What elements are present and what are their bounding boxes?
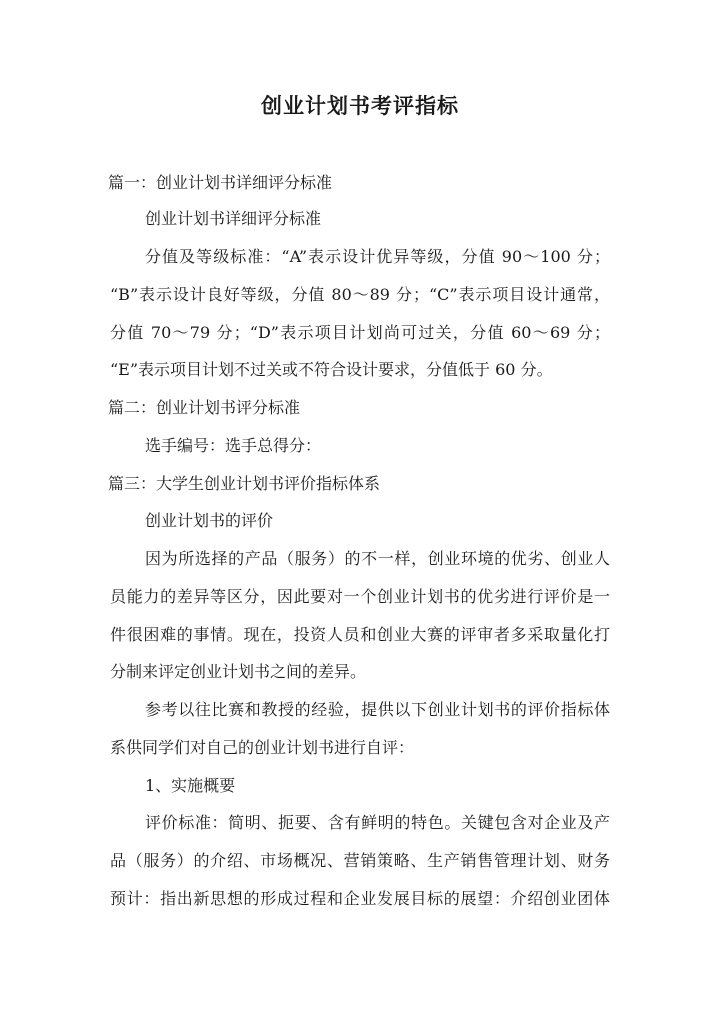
text-line: 因为所选择的产品（服务）的不一样，创业环境的优劣、创业人: [145, 549, 610, 568]
text-line: “E”表示项目计划不过关或不符合设计要求，分值低于 60 分。: [110, 360, 553, 379]
text-line: 品（服务）的介绍、市场概况、营销策略、生产销售管理计划、财务: [110, 851, 610, 870]
section-heading-2: [0, 398, 720, 418]
text-line: 篇三：大学生创业计划书评价指标体系: [108, 474, 381, 493]
text-line: 系供同学们对自己的创业计划书进行自评：: [110, 738, 415, 757]
text-line: 分值及等级标准：“A”表示设计优异等级，分值 90～100 分；: [145, 247, 610, 266]
paragraph-line: [0, 625, 720, 645]
text-line: 篇二：创业计划书评分标准: [108, 398, 301, 417]
list-heading: [0, 776, 720, 796]
paragraph-line: [0, 700, 720, 720]
section-heading-3: [0, 474, 720, 494]
text-line: 员能力的差异等区分，因此要对一个创业计划书的优劣进行评价是一: [110, 587, 610, 606]
text-line: 分值 70～79 分；“D”表示项目计划尚可过关，分值 60～69 分；: [110, 323, 610, 342]
paragraph-line: [0, 247, 720, 267]
paragraph-line: [0, 549, 720, 569]
text-line: 件很困难的事情。现在，投资人员和创业大赛的评审者多采取量化打: [110, 625, 610, 644]
text-line: “B”表示设计良好等级，分值 80～89 分；“C”表示项目设计通常，: [110, 285, 610, 304]
text-line: 创业计划书的评价: [145, 511, 274, 530]
paragraph-line: [0, 889, 720, 909]
paragraph-line: [0, 851, 720, 871]
subheading: [0, 209, 720, 229]
document-title: 创业计划书考评指标: [261, 93, 459, 118]
text-line: 1、实施概要: [145, 776, 236, 795]
text-line: 篇一：创业计划书详细评分标准: [108, 173, 333, 192]
text-line: 参考以往比赛和教授的经验，提供以下创业计划书的评价指标体: [145, 700, 610, 719]
text-line: 分制来评定创业计划书之间的差异。: [110, 662, 367, 681]
paragraph-line: [0, 813, 720, 833]
text-line: 选手编号：选手总得分：: [145, 436, 322, 455]
section-heading-1: [0, 173, 720, 193]
paragraph-line: [0, 323, 720, 343]
paragraph-line: [0, 662, 720, 682]
text-line: 预计：指出新思想的形成过程和企业发展目标的展望：介绍创业团体: [110, 889, 610, 908]
paragraph-line: [0, 285, 720, 305]
subheading: [0, 511, 720, 531]
form-fields-line: [0, 436, 720, 456]
paragraph-line: [0, 360, 720, 380]
paragraph-line: [0, 738, 720, 758]
paragraph-line: [0, 587, 720, 607]
text-line: 评价标准：简明、扼要、含有鲜明的特色。关键包含对企业及产: [145, 813, 610, 832]
text-line: 创业计划书详细评分标准: [145, 209, 322, 228]
